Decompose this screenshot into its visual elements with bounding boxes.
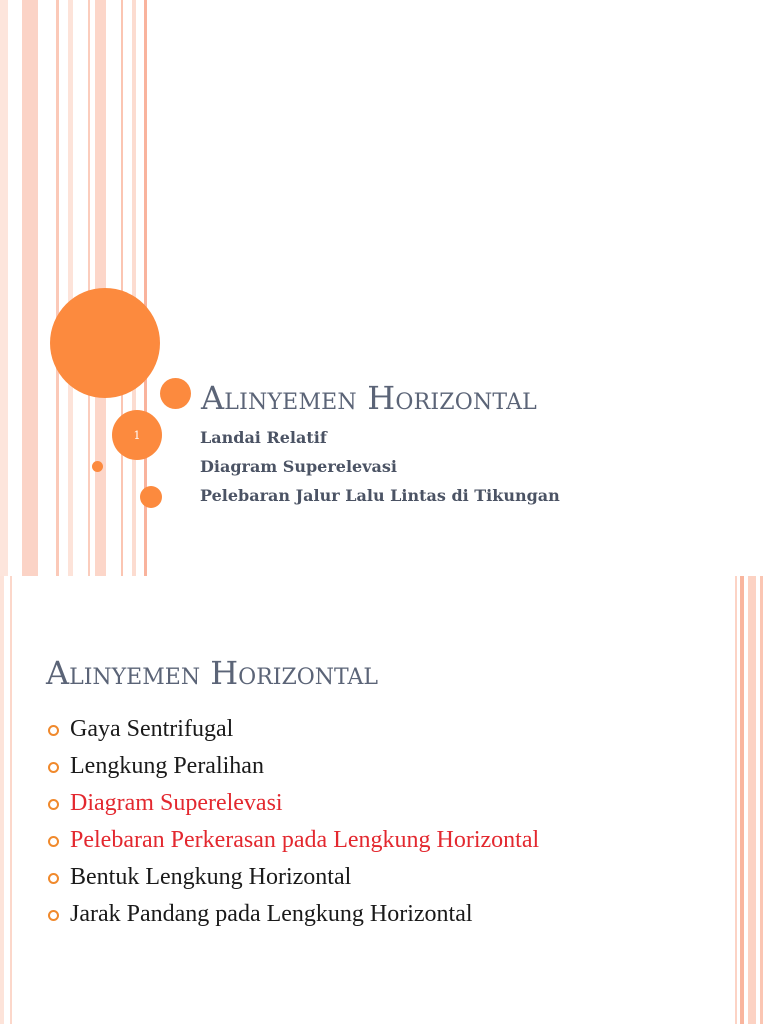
decor-stripe [740, 576, 744, 1024]
decor-stripe [68, 0, 73, 576]
topic-label: Bentuk Lengkung Horizontal [70, 864, 352, 890]
decor-stripe [22, 0, 38, 576]
topic-item [46, 713, 539, 750]
subtitle-list [200, 426, 560, 513]
slide-title: Alinyemen Horizontal [201, 379, 537, 417]
decor-small-circle [160, 378, 191, 409]
bullet-ring-icon [48, 725, 59, 736]
decor-dot-circle [92, 461, 103, 472]
subtitle-item: Pelebaran Jalur Lalu Lintas di Tikungan [200, 486, 560, 505]
topic-label: Lengkung Peralihan [70, 753, 264, 779]
slide-title: Alinyemen Horizontal [46, 654, 378, 692]
slide-number: 1 [133, 428, 141, 442]
bullet-ring-icon [48, 762, 59, 773]
bullet-ring-icon [48, 873, 59, 884]
topic-item [46, 898, 539, 935]
decor-stripe [0, 0, 8, 576]
decor-stripe [735, 576, 737, 1024]
decor-large-circle [50, 288, 160, 398]
decor-stripe [88, 0, 90, 576]
bullet-ring-icon [48, 910, 59, 921]
subtitle-item: Diagram Superelevasi [200, 457, 397, 476]
content-slide [0, 576, 768, 1024]
decor-stripe [56, 0, 59, 576]
decor-stripe [132, 0, 136, 576]
bullet-ring-icon [48, 799, 59, 810]
decor-stripe [748, 576, 756, 1024]
decor-small-circle [140, 486, 162, 508]
topic-item [46, 824, 539, 861]
topic-label: Gaya Sentrifugal [70, 716, 234, 742]
topic-label: Diagram Superelevasi [70, 790, 283, 816]
topic-label: Jarak Pandang pada Lengkung Horizontal [70, 901, 473, 927]
topic-item [46, 750, 539, 787]
decor-stripe [121, 0, 123, 576]
decor-stripe [760, 576, 763, 1024]
topic-label: Pelebaran Perkerasan pada Lengkung Horizontal [70, 827, 540, 853]
topic-list [46, 713, 539, 935]
bullet-ring-icon [48, 836, 59, 847]
subtitle-item: Landai Relatif [200, 428, 327, 447]
decor-stripe [10, 576, 12, 1024]
topic-item [46, 861, 539, 898]
topic-item [46, 787, 539, 824]
decor-stripe [0, 576, 4, 1024]
